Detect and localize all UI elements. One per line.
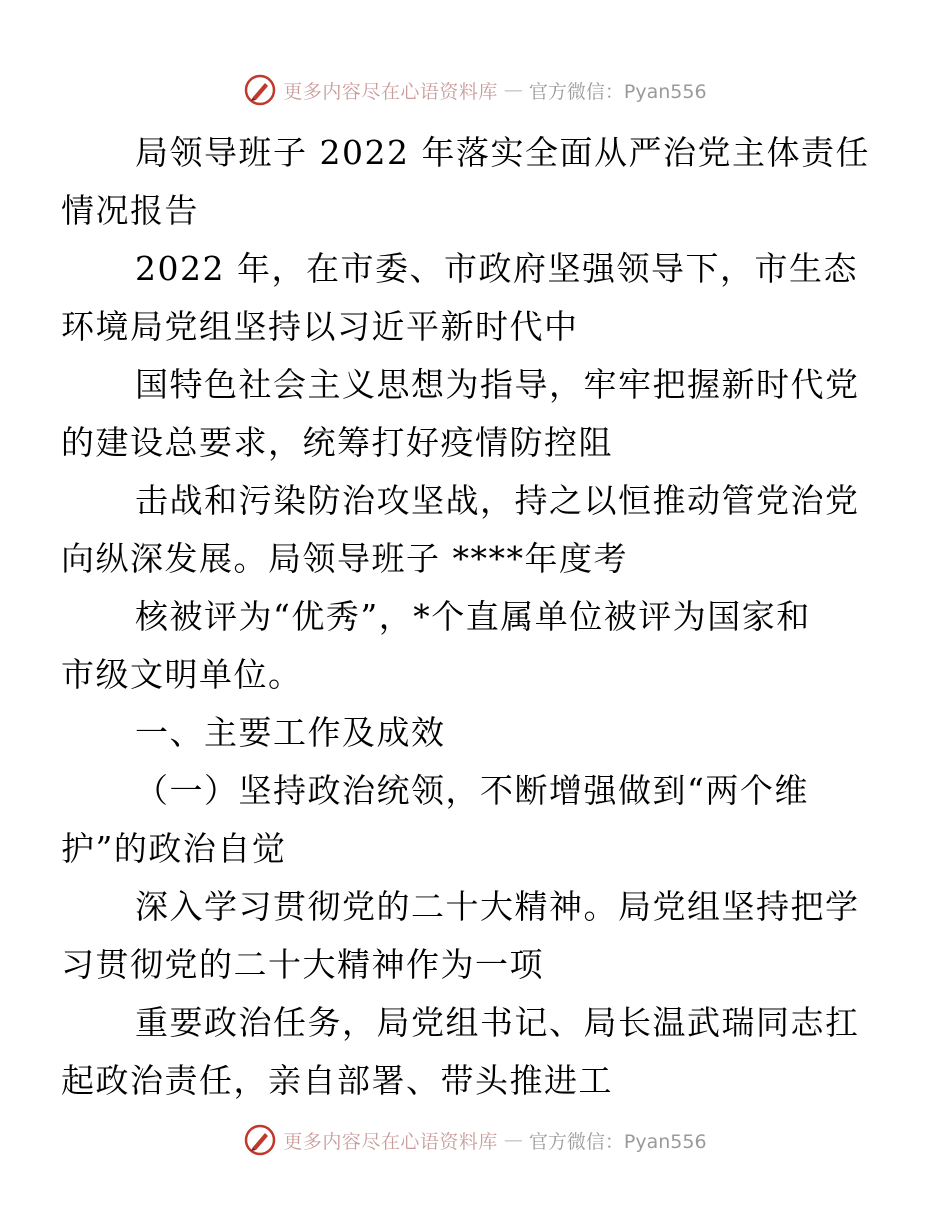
- document-title: [61, 124, 870, 240]
- paragraph-line: 核被评为“优秀”，*个直属单位被评为国家和: [135, 597, 811, 636]
- paragraph-line: 情况报告: [61, 191, 199, 230]
- paragraph: [61, 588, 858, 704]
- paragraph-line: 的建设总要求，统筹打好疫情防控阻: [61, 423, 613, 462]
- watermark-contact: 官方微信：Pyan556: [528, 80, 707, 103]
- watermark-separator: —: [503, 79, 523, 101]
- watermark-text: 更多内容尽在心语资料库: [283, 1130, 498, 1153]
- paragraph: [61, 356, 860, 472]
- paragraph-line: 向纵深发展。局领导班子 ****年度考: [61, 539, 628, 578]
- watermark-contact: 官方微信：Pyan556: [528, 1130, 707, 1153]
- pen-circle-logo-icon: [243, 1123, 277, 1157]
- paragraph-line: 一、主要工作及成效: [135, 713, 446, 752]
- paragraph: [61, 878, 860, 994]
- paragraph: [61, 994, 860, 1110]
- paragraph-line: 习贯彻党的二十大精神作为一项: [61, 945, 544, 984]
- paragraph-line: （一）坚持政治统领，不断增强做到“两个维: [135, 771, 809, 810]
- paragraph-line: 2022 年，在市委、市政府坚强领导下，市生态: [135, 249, 858, 288]
- section-heading: [98, 704, 858, 762]
- pen-circle-logo-icon: [243, 73, 277, 107]
- header-watermark: [0, 70, 950, 110]
- paragraph-line: 国特色社会主义思想为指导，牢牢把握新时代党: [135, 365, 860, 404]
- watermark-separator: —: [503, 1129, 523, 1151]
- watermark-text: 更多内容尽在心语资料库: [283, 80, 498, 103]
- paragraph-line: 护”的政治自觉: [61, 829, 287, 868]
- paragraph: [61, 240, 858, 356]
- paragraph-line: 重要政治任务，局党组书记、局长温武瑞同志扛: [135, 1003, 860, 1042]
- paragraph-line: 环境局党组坚持以习近平新时代中: [61, 307, 579, 346]
- subsection-heading: [61, 762, 858, 878]
- paragraph-line: 击战和污染防治攻坚战，持之以恒推动管党治党: [135, 481, 860, 520]
- paragraph-line: 市级文明单位。: [61, 655, 303, 694]
- paragraph: [61, 472, 860, 588]
- paragraph-line: 局领导班子 2022 年落实全面从严治党主体责任: [135, 133, 870, 172]
- document-body: [61, 124, 870, 1110]
- paragraph-line: 起政治责任，亲自部署、带头推进工: [61, 1061, 613, 1100]
- footer-watermark: [0, 1120, 950, 1160]
- paragraph-line: 深入学习贯彻党的二十大精神。局党组坚持把学: [135, 887, 860, 926]
